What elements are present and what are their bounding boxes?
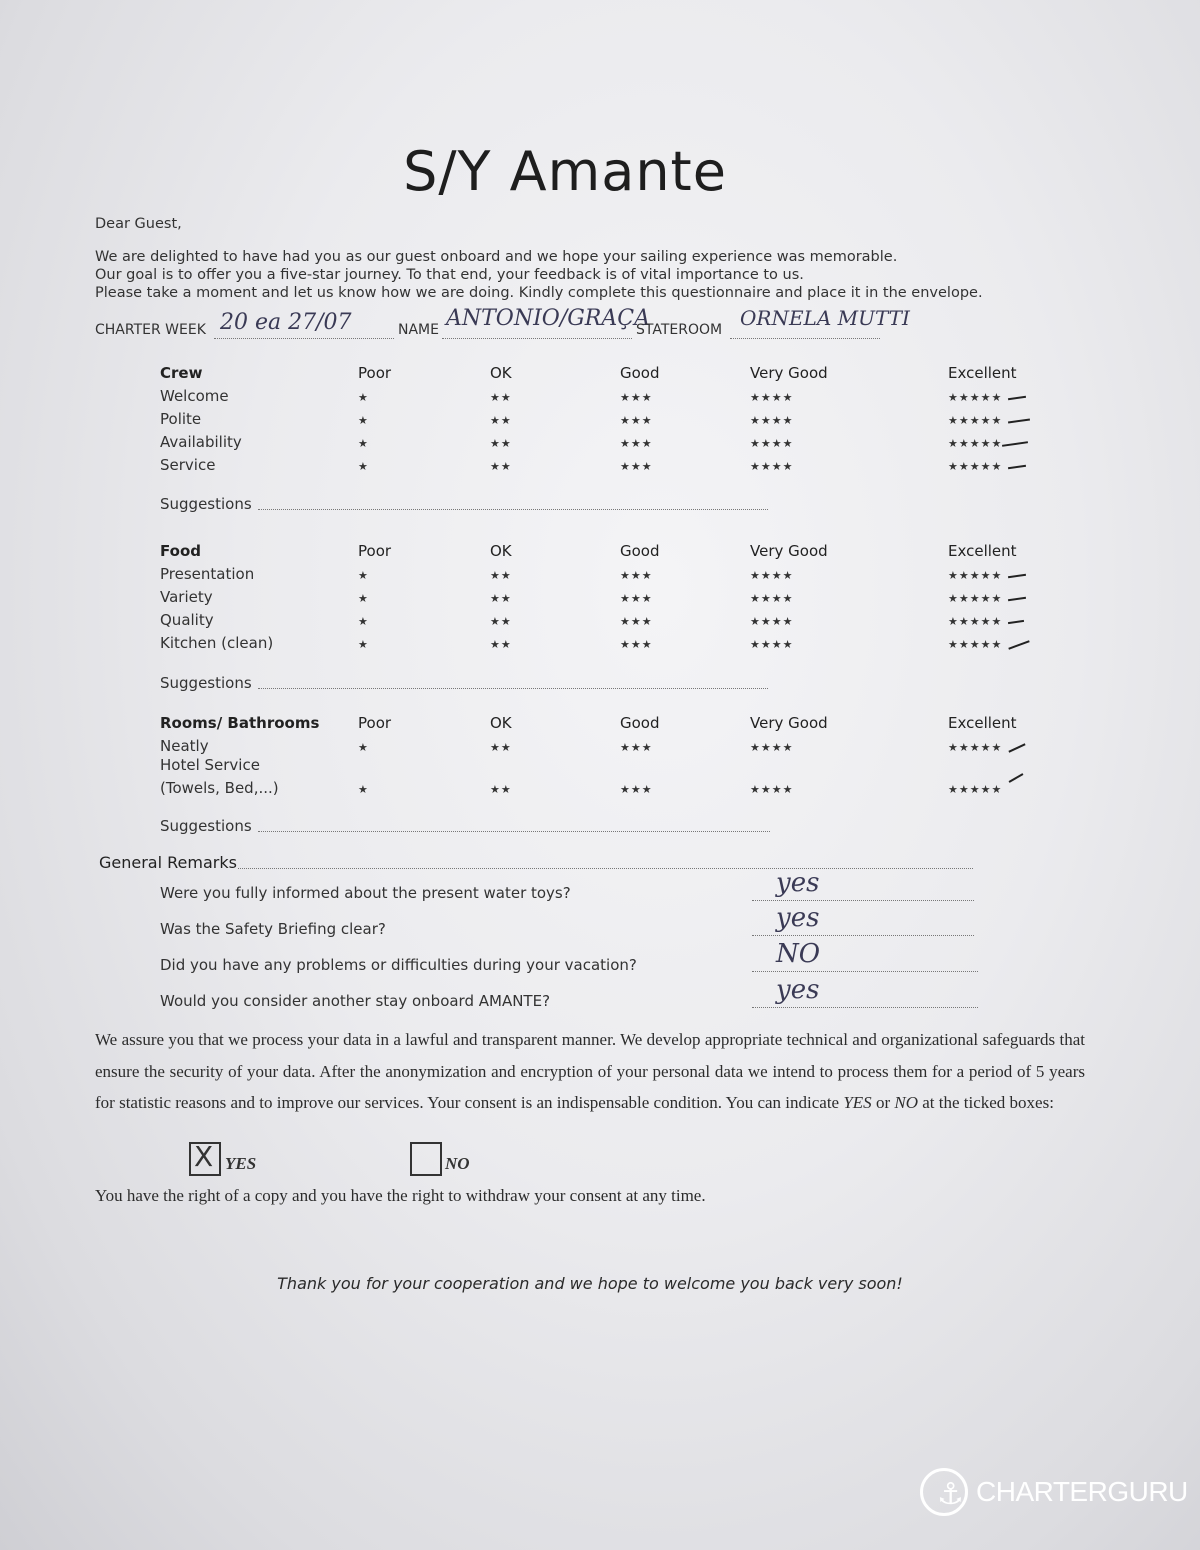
rating-option-2[interactable]: ★★ — [490, 638, 512, 651]
rating-row — [160, 433, 1040, 455]
anchor-glyph: ⚓ — [937, 1477, 964, 1512]
charter-week-field[interactable] — [214, 338, 394, 339]
food-suggestions-label: Suggestions — [160, 674, 252, 692]
rating-option-2[interactable]: ★★ — [490, 414, 512, 427]
rating-option-1[interactable]: ★ — [358, 414, 369, 427]
question-water-toys: Were you fully informed about the present water toys? — [160, 884, 571, 902]
tick-mark — [1008, 574, 1026, 578]
general-remarks-field[interactable] — [238, 868, 973, 869]
col-good: Good — [620, 364, 660, 382]
rating-option-5[interactable]: ★★★★★ — [948, 460, 1003, 473]
rating-row — [160, 634, 1040, 656]
rating-row — [160, 779, 1040, 801]
intro-line-1: We are delighted to have had you as our guest onboard and we hope your sailing experience was memorable. — [95, 249, 898, 265]
col-very-good: Very Good — [750, 364, 828, 382]
rating-option-4[interactable]: ★★★★ — [750, 437, 794, 450]
item-label: Kitchen (clean) — [160, 634, 274, 652]
item-label: Welcome — [160, 387, 229, 405]
rating-option-1[interactable]: ★ — [358, 437, 369, 450]
rooms-header-row — [160, 714, 1040, 736]
rating-option-2[interactable]: ★★ — [490, 391, 512, 404]
stateroom-field[interactable] — [730, 338, 880, 339]
rooms-suggestions-label: Suggestions — [160, 817, 252, 835]
charterguru-watermark — [918, 1466, 1188, 1522]
checkbox-x-mark: X — [194, 1140, 214, 1173]
rating-option-3[interactable]: ★★★ — [620, 437, 653, 450]
rating-option-5[interactable]: ★★★★★ — [948, 391, 1003, 404]
crew-suggestions-label: Suggestions — [160, 495, 252, 513]
item-label: Presentation — [160, 565, 255, 583]
consent-tail: at the ticked boxes: — [922, 1093, 1054, 1112]
rating-option-1[interactable]: ★ — [358, 460, 369, 473]
item-label: Neatly — [160, 737, 209, 755]
rating-option-4[interactable]: ★★★★ — [750, 638, 794, 651]
charter-week-label: CHARTER WEEK — [95, 322, 206, 338]
consent-yes-word: YES — [843, 1093, 872, 1112]
question-problems: Did you have any problems or difficulties during your vacation? — [160, 956, 637, 974]
item-label: Quality — [160, 611, 214, 629]
rating-option-5[interactable]: ★★★★★ — [948, 783, 1003, 796]
rating-option-1[interactable]: ★ — [358, 783, 369, 796]
tick-mark — [1008, 597, 1026, 601]
rating-option-4[interactable]: ★★★★ — [750, 391, 794, 404]
col-good: Good — [620, 714, 660, 732]
col-ok: OK — [490, 542, 512, 560]
rating-option-2[interactable]: ★★ — [490, 615, 512, 628]
crew-header-row — [160, 364, 1040, 386]
name-label: NAME — [398, 322, 439, 338]
rating-option-3[interactable]: ★★★ — [620, 414, 653, 427]
rating-row — [160, 588, 1040, 610]
tick-mark — [1008, 465, 1026, 469]
rating-option-3[interactable]: ★★★ — [620, 741, 653, 754]
consent-no-checkbox[interactable] — [410, 1142, 442, 1176]
crew-category-title: Crew — [160, 364, 203, 382]
charter-week-value: 20 ea 27/07 — [220, 310, 352, 335]
rating-option-1[interactable]: ★ — [358, 638, 369, 651]
general-remarks-title: General Remarks — [99, 853, 237, 872]
answer-value: yes — [776, 975, 820, 1005]
col-poor: Poor — [358, 364, 392, 382]
col-very-good: Very Good — [750, 714, 828, 732]
food-suggestions-field[interactable] — [258, 688, 768, 689]
consent-text: We assure you that we process your data in a lawful and transparent manner. We develop appropriate technical and organizational safeguards that ensure the security of your data. After the anonymization and encryption of your personal data we intend to process them for a period of 5 years for statistic reasons and to improve our services. Your consent is an indispensable condition. You can indicate — [95, 1030, 1085, 1112]
rating-option-5[interactable]: ★★★★★ — [948, 569, 1003, 582]
rights-statement: You have the right of a copy and you have the right to withdraw your consent at any time. — [95, 1186, 706, 1205]
stateroom-label: STATEROOM — [636, 322, 723, 338]
rating-row — [160, 387, 1040, 409]
rating-option-3[interactable]: ★★★ — [620, 783, 653, 796]
answer-water-toys[interactable] — [752, 868, 974, 901]
rating-option-3[interactable]: ★★★ — [620, 615, 653, 628]
rating-option-1[interactable]: ★ — [358, 569, 369, 582]
rating-option-5[interactable]: ★★★★★ — [948, 437, 1003, 450]
name-field[interactable] — [442, 338, 632, 339]
tick-mark — [1002, 441, 1028, 447]
rating-row — [160, 611, 1040, 633]
rating-option-5[interactable]: ★★★★★ — [948, 414, 1003, 427]
item-label: Service — [160, 456, 216, 474]
data-consent-paragraph — [95, 1024, 1085, 1119]
rating-option-1[interactable]: ★ — [358, 741, 369, 754]
rating-option-5[interactable]: ★★★★★ — [948, 741, 1003, 754]
answer-problems[interactable] — [752, 939, 978, 972]
tick-mark — [1008, 640, 1029, 649]
consent-no-label: NO — [445, 1154, 470, 1173]
consent-or-word: or — [875, 1093, 891, 1112]
rating-option-4[interactable]: ★★★★ — [750, 460, 794, 473]
item-label: Polite — [160, 410, 202, 428]
col-excellent: Excellent — [948, 364, 1017, 382]
consent-yes-label: YES — [225, 1154, 257, 1173]
rating-option-1[interactable]: ★ — [358, 615, 369, 628]
rating-row-label — [160, 756, 1040, 778]
rating-row — [160, 410, 1040, 432]
question-safety-briefing: Was the Safety Briefing clear? — [160, 920, 386, 938]
col-very-good: Very Good — [750, 542, 828, 560]
rating-row — [160, 565, 1040, 587]
answer-another-stay[interactable] — [752, 975, 978, 1008]
rating-option-5[interactable]: ★★★★★ — [948, 592, 1003, 605]
food-header-row — [160, 542, 1040, 564]
consent-yes-checkbox[interactable] — [189, 1142, 221, 1176]
answer-value: yes — [776, 903, 820, 933]
rating-option-2[interactable]: ★★ — [490, 437, 512, 450]
rating-option-2[interactable]: ★★ — [490, 460, 512, 473]
rating-option-4[interactable]: ★★★★ — [750, 592, 794, 605]
page-title: S/Y Amante — [403, 140, 727, 203]
intro-line-2: Our goal is to offer you a five-star journey. To that end, your feedback is of vital importance to us. — [95, 267, 804, 283]
food-category-title: Food — [160, 542, 201, 560]
rating-option-4[interactable]: ★★★★ — [750, 569, 794, 582]
rooms-suggestions-field[interactable] — [258, 831, 770, 832]
watermark-text: CHARTERGURU — [976, 1476, 1188, 1507]
rating-option-5[interactable]: ★★★★★ — [948, 638, 1003, 651]
col-good: Good — [620, 542, 660, 560]
item-label: Hotel Service — [160, 756, 260, 774]
rating-option-2[interactable]: ★★ — [490, 592, 512, 605]
item-label: Variety — [160, 588, 213, 606]
tick-mark — [1008, 396, 1026, 400]
consent-no-word: NO — [894, 1093, 918, 1112]
anchor-icon — [920, 1468, 968, 1516]
crew-suggestions-field[interactable] — [258, 509, 768, 510]
rating-row — [160, 456, 1040, 478]
stateroom-value: ORNELA MUTTI — [740, 306, 910, 330]
greeting: Dear Guest, — [95, 216, 182, 232]
rating-option-4[interactable]: ★★★★ — [750, 741, 794, 754]
rating-option-1[interactable]: ★ — [358, 391, 369, 404]
rating-option-3[interactable]: ★★★ — [620, 569, 653, 582]
answer-value: yes — [776, 868, 820, 898]
rating-option-5[interactable]: ★★★★★ — [948, 615, 1003, 628]
rating-option-3[interactable]: ★★★ — [620, 592, 653, 605]
col-poor: Poor — [358, 542, 392, 560]
col-excellent: Excellent — [948, 542, 1017, 560]
rating-option-4[interactable]: ★★★★ — [750, 783, 794, 796]
rating-option-2[interactable]: ★★ — [490, 783, 512, 796]
tick-mark — [1008, 620, 1024, 624]
rating-option-4[interactable]: ★★★★ — [750, 615, 794, 628]
rating-option-2[interactable]: ★★ — [490, 741, 512, 754]
col-ok: OK — [490, 364, 512, 382]
rating-option-4[interactable]: ★★★★ — [750, 414, 794, 427]
rating-option-3[interactable]: ★★★ — [620, 638, 653, 651]
rating-option-1[interactable]: ★ — [358, 592, 369, 605]
tick-mark — [1008, 743, 1025, 752]
tick-mark — [1008, 418, 1030, 423]
item-label: Availability — [160, 433, 242, 451]
question-another-stay: Would you consider another stay onboard AMANTE? — [160, 992, 551, 1010]
col-poor: Poor — [358, 714, 392, 732]
name-value: ANTONIO/GRAÇA — [446, 306, 650, 331]
intro-line-3: Please take a moment and let us know how we are doing. Kindly complete this questionnaire and place it in the envelope. — [95, 285, 983, 301]
thank-you-note: Thank you for your cooperation and we hope to welcome you back very soon! — [277, 1274, 903, 1293]
rating-option-3[interactable]: ★★★ — [620, 460, 653, 473]
col-ok: OK — [490, 714, 512, 732]
answer-safety-briefing[interactable] — [752, 903, 974, 936]
col-excellent: Excellent — [948, 714, 1017, 732]
answer-value: NO — [776, 939, 821, 969]
rooms-category-title: Rooms/ Bathrooms — [160, 714, 320, 732]
item-label: (Towels, Bed,...) — [160, 779, 279, 797]
rating-option-2[interactable]: ★★ — [490, 569, 512, 582]
rating-option-3[interactable]: ★★★ — [620, 391, 653, 404]
